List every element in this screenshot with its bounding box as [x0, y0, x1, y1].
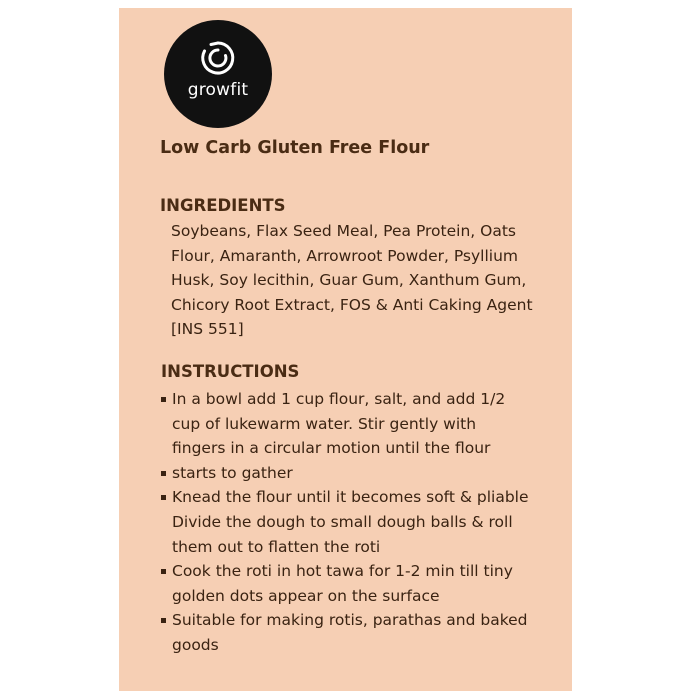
- instruction-text: Knead the flour until it becomes soft & pliable: [172, 488, 529, 507]
- instruction-line: [160, 436, 570, 461]
- instruction-line: [160, 633, 570, 658]
- instruction-text: Cook the roti in hot tawa for 1-2 min till tiny: [172, 562, 513, 581]
- ingredients-heading: INGREDIENTS: [160, 196, 286, 215]
- ingredients-line: Chicory Root Extract, FOS & Anti Caking Agent: [171, 295, 533, 314]
- bullet-icon: [161, 495, 166, 500]
- ingredients-list: [171, 219, 566, 342]
- product-label-card: [119, 8, 572, 691]
- ingredients-line: Soybeans, Flax Seed Meal, Pea Protein, Oats: [171, 222, 516, 240]
- swirl-icon: [198, 38, 238, 78]
- instruction-text: In a bowl add 1 cup flour, salt, and add 1/2: [172, 390, 506, 408]
- instruction-line: [160, 608, 570, 633]
- bullet-icon: [161, 569, 166, 574]
- instruction-line: [160, 510, 570, 535]
- bullet-icon: [161, 471, 166, 476]
- instruction-text: Divide the dough to small dough balls & roll: [172, 512, 513, 531]
- instruction-line: [160, 485, 570, 510]
- bullet-icon: [161, 397, 166, 402]
- instruction-line: [160, 535, 570, 560]
- product-title: Low Carb Gluten Free Flour: [160, 138, 430, 158]
- instruction-text: starts to gather: [172, 463, 293, 482]
- instruction-line: [160, 412, 570, 437]
- instruction-line: [160, 387, 570, 412]
- instruction-line: [160, 584, 570, 609]
- instruction-text: cup of lukewarm water. Stir gently with: [172, 414, 477, 433]
- brand-name: growfit: [187, 80, 249, 100]
- instructions-heading: INSTRUCTIONS: [161, 362, 300, 381]
- ingredients-line: Husk, Soy lecithin, Guar Gum, Xanthum Gum,: [171, 271, 527, 290]
- instruction-text: Suitable for making rotis, parathas and baked: [172, 611, 528, 630]
- instructions-list: [160, 387, 570, 658]
- ingredients-line: Flour, Amaranth, Arrowroot Powder, Psyllium: [171, 246, 519, 265]
- instruction-text: goods: [172, 635, 219, 654]
- instruction-text: fingers in a circular motion until the flour: [172, 439, 491, 458]
- instruction-line: [160, 559, 570, 584]
- bullet-icon: [161, 618, 166, 623]
- brand-logo: [164, 20, 272, 128]
- instruction-line: [160, 461, 570, 486]
- ingredients-line: [INS 551]: [171, 320, 244, 339]
- instruction-text: them out to flatten the roti: [172, 537, 381, 556]
- instruction-text: golden dots appear on the surface: [172, 586, 440, 605]
